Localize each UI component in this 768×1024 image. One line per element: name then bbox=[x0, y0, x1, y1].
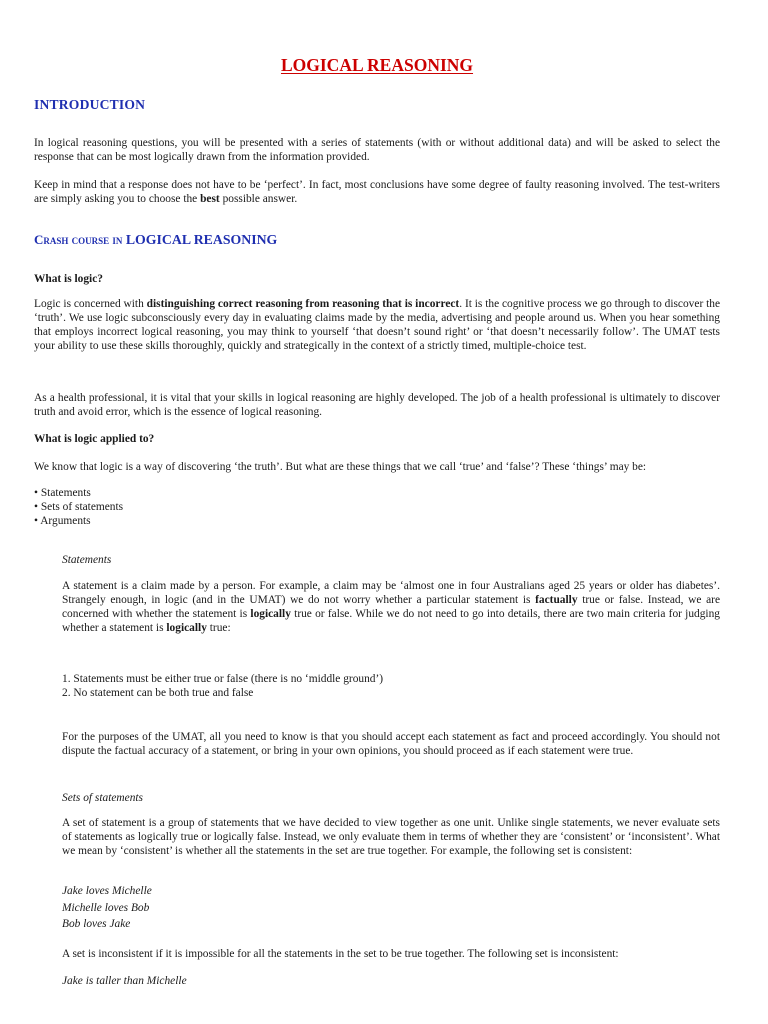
list-item: 1. Statements must be either true or false (there is no ‘middle ground’) bbox=[62, 673, 384, 685]
list-item: Michelle loves Bob bbox=[62, 901, 150, 914]
what-is-logic-paragraph-1: Logic is concerned with distinguishing correct reasoning from reasoning that is incorrect. It is the cognitive process we go through to discover the ‘truth’. We use logic subconsciously every day in evaluating claims made by the media, advertising and people around us. When you hear something that employs incorrect logical reasoning, you may think to yourself ‘that doesn’t sound right’ or ‘that doesn’t necessarily follow’. The UMAT tests your ability to use these skills thoroughly, quickly and strategically in the context of a strictly timed, multiple-choice test. bbox=[34, 298, 720, 352]
list-item: Bob loves Jake bbox=[62, 918, 131, 930]
sets-heading: Sets of statements bbox=[62, 792, 143, 804]
intro-paragraph-1: In logical reasoning questions, you will be presented with a series of statements (with or without additional data) and will be asked to select the response that can be most logically drawn from the information provided. bbox=[34, 137, 720, 163]
sets-paragraph-1: A set of statement is a group of statements that we have decided to view together as one unit. Unlike single statements, we never evaluate sets of statements as logically true or logically false. Instead, we only evaluate them in terms of whether they are ‘consistent’ or ‘inconsistent’. What we mean by ‘consistent’ is whether all the statements in the set are true together. For example, the following set is consistent: bbox=[62, 817, 720, 857]
applied-to-heading: What is logic applied to? bbox=[34, 433, 155, 445]
what-is-logic-heading: What is logic? bbox=[34, 273, 103, 285]
logic-targets-list bbox=[34, 486, 123, 528]
document-page bbox=[34, 0, 720, 1024]
list-item: • Sets of statements bbox=[34, 501, 124, 513]
criteria-list bbox=[62, 672, 383, 700]
sets-paragraph-2: A set is inconsistent if it is impossible for all the statements in the set to be true together. The following set is inconsistent: bbox=[62, 948, 619, 960]
list-item: 2. No statement can be both true and false bbox=[62, 687, 254, 699]
what-is-logic-paragraph-2: As a health professional, it is vital that your skills in logical reasoning are highly developed. The job of a health professional is ultimately to discover truth and avoid error, which is the essence of logical reasoning. bbox=[34, 392, 720, 418]
introduction-heading: INTRODUCTION bbox=[34, 97, 146, 112]
statements-paragraph-1: A statement is a claim made by a person. For example, a claim may be ‘almost one in four Australians aged 25 years or older has diabetes’. Strangely enough, in logic (and in the UMAT) we do not worry whether a particular statement is factually true or false. Instead, we are concerned with whether the statement is logically true or false. While we do not need to go into details, there are two main criteria for judging whether a statement is logically true: bbox=[62, 580, 720, 634]
crash-course-heading: Crash course in LOGICAL REASONING bbox=[34, 232, 278, 247]
list-item: • Arguments bbox=[34, 515, 91, 527]
statements-heading: Statements bbox=[62, 554, 112, 566]
consistent-set-examples bbox=[62, 883, 152, 933]
list-item: Jake loves Michelle bbox=[62, 885, 152, 897]
applied-to-paragraph: We know that logic is a way of discovering ‘the truth’. But what are these things that we call ‘true’ and ‘false’? These ‘things’ may be: bbox=[34, 461, 647, 473]
page-title: LOGICAL REASONING bbox=[280, 55, 474, 75]
list-item: • Statements bbox=[34, 487, 91, 499]
statements-paragraph-2: For the purposes of the UMAT, all you need to know is that you should accept each statement as fact and proceed accordingly. You should not dispute the factual accuracy of a statement, or bring in your own opinions, you should proceed as if each statement were true. bbox=[62, 731, 720, 757]
inconsistent-example-line: Jake is taller than Michelle bbox=[62, 975, 187, 987]
intro-paragraph-2: Keep in mind that a response does not have to be ‘perfect’. In fact, most conclusions have some degree of faulty reasoning involved. The test-writers are simply asking you to choose the best possible answer. bbox=[34, 179, 720, 205]
